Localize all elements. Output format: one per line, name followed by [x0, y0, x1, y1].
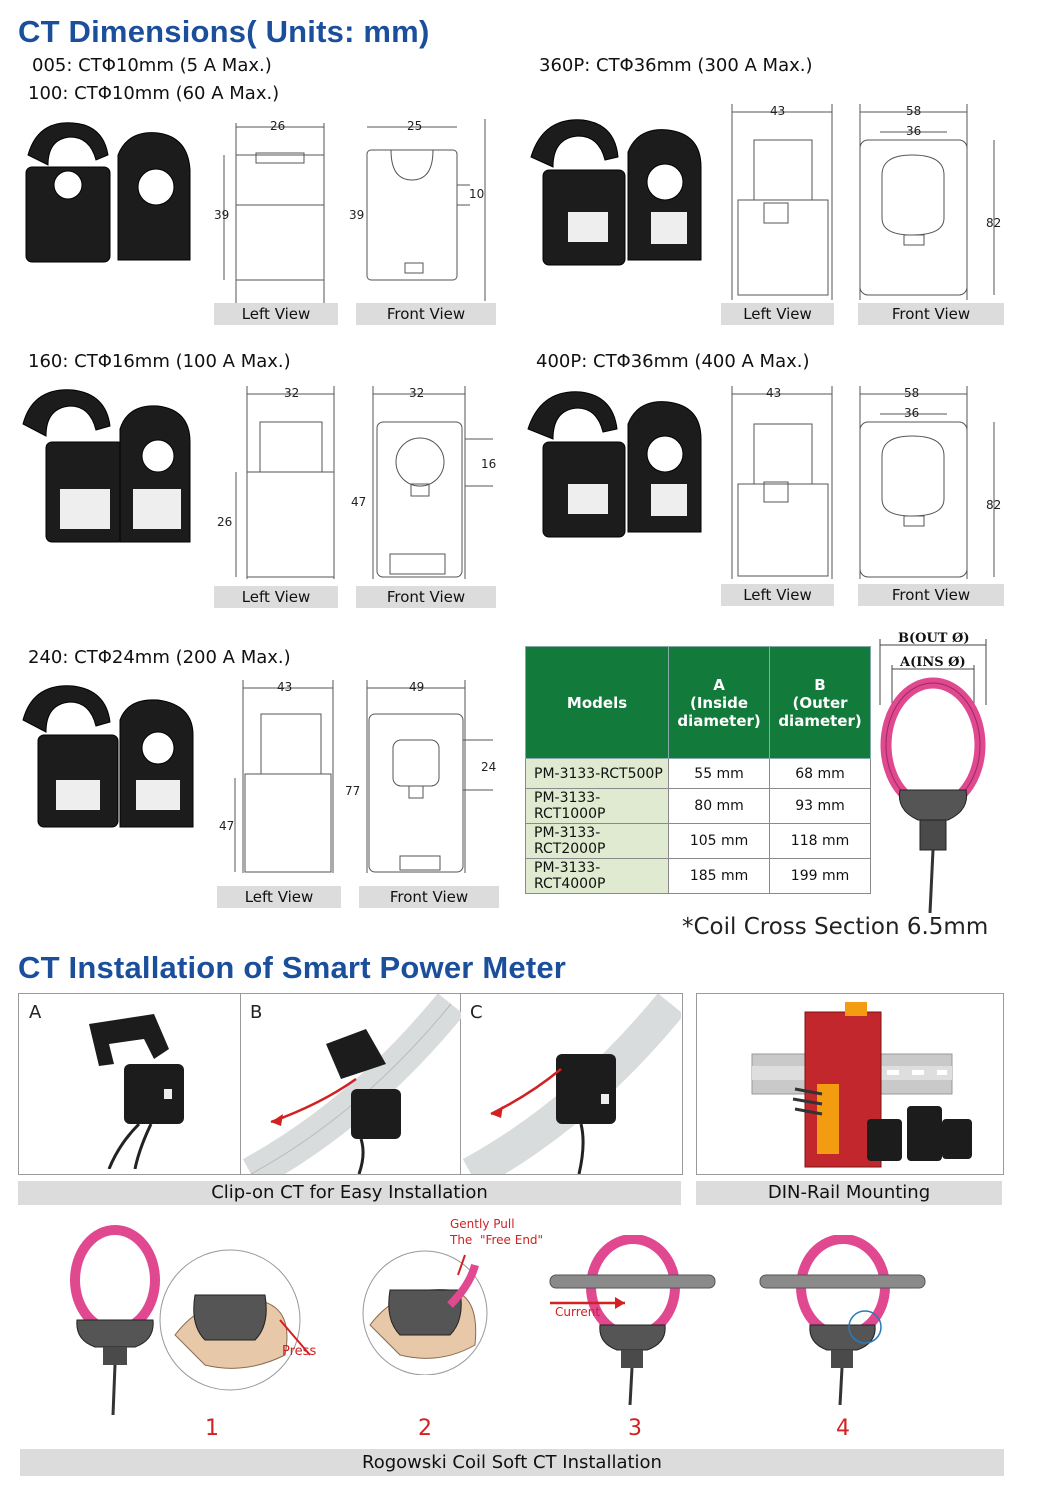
pull-label-line1: Gently Pull	[450, 1217, 515, 1231]
row-b: 199 mm	[770, 859, 871, 894]
header-b-outer-diameter: B (Outer diameter)	[770, 647, 871, 759]
row-model: PM-3133-RCT4000P	[526, 859, 669, 894]
caption-160-left-view: Left View	[214, 586, 338, 608]
header-a-inside-diameter: A (Inside diameter)	[669, 647, 770, 759]
drawing-360p-left	[722, 100, 852, 305]
caption-160-front-view: Front View	[356, 586, 496, 608]
step-number-1: 1	[205, 1416, 219, 1441]
row-b: 93 mm	[770, 789, 871, 824]
drawing-160-front	[345, 384, 500, 584]
model-005-label: 005: CTΦ10mm (5 A Max.)	[32, 55, 272, 76]
dim-240-left-height: 47	[219, 819, 235, 833]
row-b: 68 mm	[770, 759, 871, 789]
drawing-400p-front	[852, 384, 1007, 584]
ct-photo-360p	[523, 112, 713, 272]
drawing-240-left	[215, 678, 345, 878]
dim-100-front-opening: 10	[469, 187, 485, 201]
row-model: PM-3133-RCT500P	[526, 759, 669, 789]
ct-photo-400p	[523, 384, 713, 549]
panel-a-label: A	[29, 1002, 42, 1023]
dim-100-left-width: 26	[270, 119, 286, 133]
dim-400p-front-inner: 36	[904, 406, 920, 420]
installation-title: CT Installation of Smart Power Meter	[18, 950, 567, 985]
dimensions-title: CT Dimensions( Units: mm)	[18, 14, 430, 49]
row-model: PM-3133-RCT1000P	[526, 789, 669, 824]
model-160-label: 160: CTΦ16mm (100 A Max.)	[28, 351, 291, 372]
caption-360p-front-view: Front View	[858, 303, 1004, 325]
coil-a-label: A(INS Ø)	[900, 655, 966, 670]
dim-360p-front-width: 58	[906, 104, 922, 118]
table-row	[526, 824, 871, 859]
dim-160-left-width: 32	[284, 386, 300, 400]
panel-b-illustration	[241, 994, 461, 1174]
caption-240-left-view: Left View	[217, 886, 341, 908]
din-rail-illustration	[697, 994, 1003, 1174]
dim-400p-front-height: 82	[986, 498, 1002, 512]
model-100-label: 100: CTΦ10mm (60 A Max.)	[28, 83, 280, 104]
table-row	[526, 859, 871, 894]
dim-240-front-width: 49	[409, 680, 425, 694]
drawing-360p-front	[852, 100, 1007, 305]
dim-360p-left-width: 43	[770, 104, 786, 118]
row-a: 185 mm	[669, 859, 770, 894]
row-a: 55 mm	[669, 759, 770, 789]
coil-cross-section-note: *Coil Cross Section 6.5mm	[682, 914, 989, 940]
caption-100-left-view: Left View	[214, 303, 338, 325]
dim-100-front-width: 25	[407, 119, 423, 133]
rogowski-step-1-illustration	[55, 1225, 355, 1415]
dim-360p-front-inner: 36	[906, 124, 922, 138]
ct-photo-160	[18, 384, 203, 549]
row-b: 118 mm	[770, 824, 871, 859]
rogowski-step-3-illustration	[545, 1235, 725, 1405]
pull-label-line2: The "Free End"	[450, 1233, 544, 1247]
caption-400p-left-view: Left View	[721, 584, 834, 606]
caption-360p-left-view: Left View	[721, 303, 834, 325]
dim-100-front-height: 39	[349, 208, 365, 222]
dim-100-left-height: 39	[214, 208, 230, 222]
drawing-400p-left	[722, 384, 852, 584]
drawing-100-left	[212, 115, 342, 305]
caption-100-front-view: Front View	[356, 303, 496, 325]
model-400p-label: 400P: CTΦ36mm (400 A Max.)	[536, 351, 810, 372]
dim-240-front-opening: 24	[481, 760, 497, 774]
rogowski-coil-diagram	[870, 625, 1000, 915]
header-models: Models	[526, 647, 669, 759]
dim-400p-left-width: 43	[766, 386, 782, 400]
drawing-100-front	[345, 115, 490, 305]
caption-400p-front-view: Front View	[858, 584, 1004, 606]
step-number-4: 4	[836, 1416, 850, 1441]
ct-photo-240	[18, 680, 203, 830]
rogowski-step-4-illustration	[755, 1235, 935, 1405]
clip-on-caption: Clip-on CT for Easy Installation	[18, 1181, 681, 1205]
dim-160-front-width: 32	[409, 386, 425, 400]
ct-photo-small	[18, 115, 198, 275]
rogowski-caption: Rogowski Coil Soft CT Installation	[20, 1449, 1004, 1476]
clip-on-panel-group	[18, 993, 683, 1175]
panel-c-illustration	[461, 994, 681, 1174]
caption-240-front-view: Front View	[359, 886, 499, 908]
panel-c-label: C	[470, 1002, 483, 1023]
row-a: 80 mm	[669, 789, 770, 824]
step-number-3: 3	[628, 1416, 642, 1441]
rogowski-step-2-illustration	[360, 1245, 510, 1375]
din-rail-panel	[696, 993, 1004, 1175]
panel-b-label: B	[250, 1002, 263, 1023]
coil-spec-table	[525, 646, 871, 894]
table-row	[526, 759, 871, 789]
dim-160-left-height: 26	[217, 515, 233, 529]
model-240-label: 240: CTΦ24mm (200 A Max.)	[28, 647, 291, 668]
coil-b-label: B(OUT Ø)	[898, 631, 970, 646]
dim-160-front-height: 47	[351, 495, 367, 509]
table-row	[526, 789, 871, 824]
dim-160-front-opening: 16	[481, 457, 497, 471]
drawing-240-front	[345, 678, 500, 878]
press-label: Press	[282, 1344, 317, 1359]
dim-360p-front-height: 82	[986, 216, 1002, 230]
row-a: 105 mm	[669, 824, 770, 859]
current-label: Current	[555, 1305, 601, 1319]
model-360p-label: 360P: CTΦ36mm (300 A Max.)	[539, 55, 813, 76]
panel-a-illustration	[59, 1004, 229, 1169]
drawing-160-left	[212, 384, 342, 584]
step-number-2: 2	[418, 1416, 432, 1441]
dim-240-left-width: 43	[277, 680, 293, 694]
dim-400p-front-width: 58	[904, 386, 920, 400]
row-model: PM-3133-RCT2000P	[526, 824, 669, 859]
dim-240-front-height: 77	[345, 784, 361, 798]
din-rail-caption: DIN-Rail Mounting	[696, 1181, 1002, 1205]
